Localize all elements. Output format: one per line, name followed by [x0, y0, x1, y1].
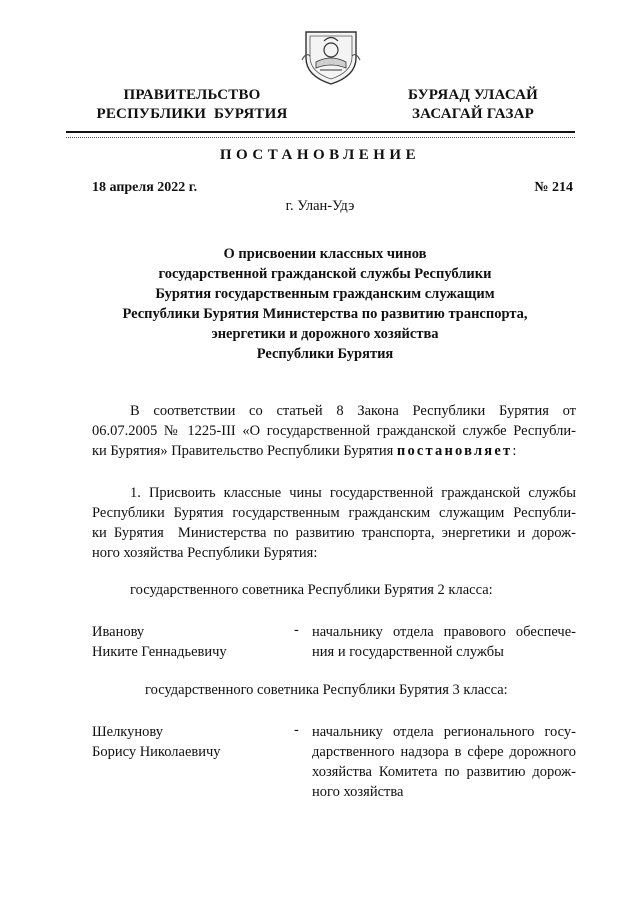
document-number: № 214	[534, 180, 573, 195]
person-2-dash: -	[294, 722, 299, 738]
subject-line: государственной гражданской службы Республики	[158, 266, 492, 282]
header-divider-solid	[66, 131, 575, 133]
document-type-title: ПОСТАНОВЛЕНИЕ	[219, 147, 421, 163]
position-line: дарственного надзора в сфере дорожного	[312, 744, 576, 760]
subject-line: энергетики и дорожного хозяйства	[211, 326, 439, 342]
position-line: ного хозяйства	[312, 784, 404, 800]
rank-2-heading: государственного советника Республики Бурятия 2 класса:	[130, 582, 493, 598]
intro-line3-colon: :	[512, 443, 517, 459]
position-line: начальнику отдела регионального госу-	[312, 724, 576, 740]
government-name-bua-line2: ЗАСАГАЙ ГАЗАР	[412, 106, 534, 122]
position-line: хозяйства Комитета по развитию дорож-	[312, 764, 576, 780]
subject-line: Республики Бурятия	[256, 346, 394, 362]
item-1-line: 1. Присвоить классные чины государственной гражданской службы	[130, 485, 576, 501]
item-1-paragraph	[92, 483, 576, 563]
resolves-word: постановляет	[396, 443, 513, 459]
document-subject	[110, 244, 540, 364]
item-1-line: ного хозяйства Республики Бурятия:	[92, 545, 318, 561]
subject-line: О присвоении классных чинов	[223, 246, 427, 262]
intro-line3-text: ки Бурятия» Правительство Республики Бурятия	[92, 443, 394, 459]
person-2-given-name: Борису Николаевичу	[92, 744, 221, 760]
government-name-bua	[398, 86, 548, 124]
item-1-line: ки Бурятия Министерства по развитию транспорта, энергетики и дорож-	[92, 525, 576, 541]
person-1-given-name: Никите Геннадьевичу	[92, 644, 227, 660]
rank-3-heading: государственного советника Республики Бурятия 3 класса:	[145, 682, 508, 698]
subject-line: Бурятия государственным гражданским служащим	[155, 286, 495, 302]
intro-line: 06.07.2005 № 1225-III «О государственной гражданской службе Республи-	[92, 423, 576, 439]
person-1-surname: Иванову	[92, 624, 145, 640]
intro-line: В соответствии со статьей 8 Закона Республики Бурятия от	[130, 403, 576, 419]
subject-line: Республики Бурятия Министерства по развитию транспорта,	[122, 306, 528, 322]
government-name-ru-line1: ПРАВИТЕЛЬСТВО	[123, 87, 261, 103]
person-2-position	[312, 722, 576, 802]
government-name-ru-line2: РЕСПУБЛИКИ БУРЯТИЯ	[96, 106, 288, 122]
document-date: 18 апреля 2022 г.	[92, 180, 198, 195]
person-2-surname: Шелкунову	[92, 724, 163, 740]
government-name-ru	[92, 86, 292, 124]
position-line: начальнику отдела правового обеспече-	[312, 624, 576, 640]
document-city: г. Улан-Удэ	[285, 198, 355, 214]
intro-paragraph	[92, 401, 576, 461]
header-divider-dotted	[66, 137, 575, 138]
person-1-name	[92, 622, 227, 662]
intro-line-last	[92, 441, 576, 461]
person-1-position	[312, 622, 576, 662]
position-line: ния и государственной службы	[312, 644, 504, 660]
coat-of-arms-emblem	[300, 22, 362, 86]
government-name-bua-line1: БУРЯАД УЛАСАЙ	[407, 87, 539, 103]
item-1-line: Республики Бурятия государственным гражданским служащим Республи-	[92, 505, 576, 521]
person-2-name	[92, 722, 221, 762]
person-1-dash: -	[294, 622, 299, 638]
